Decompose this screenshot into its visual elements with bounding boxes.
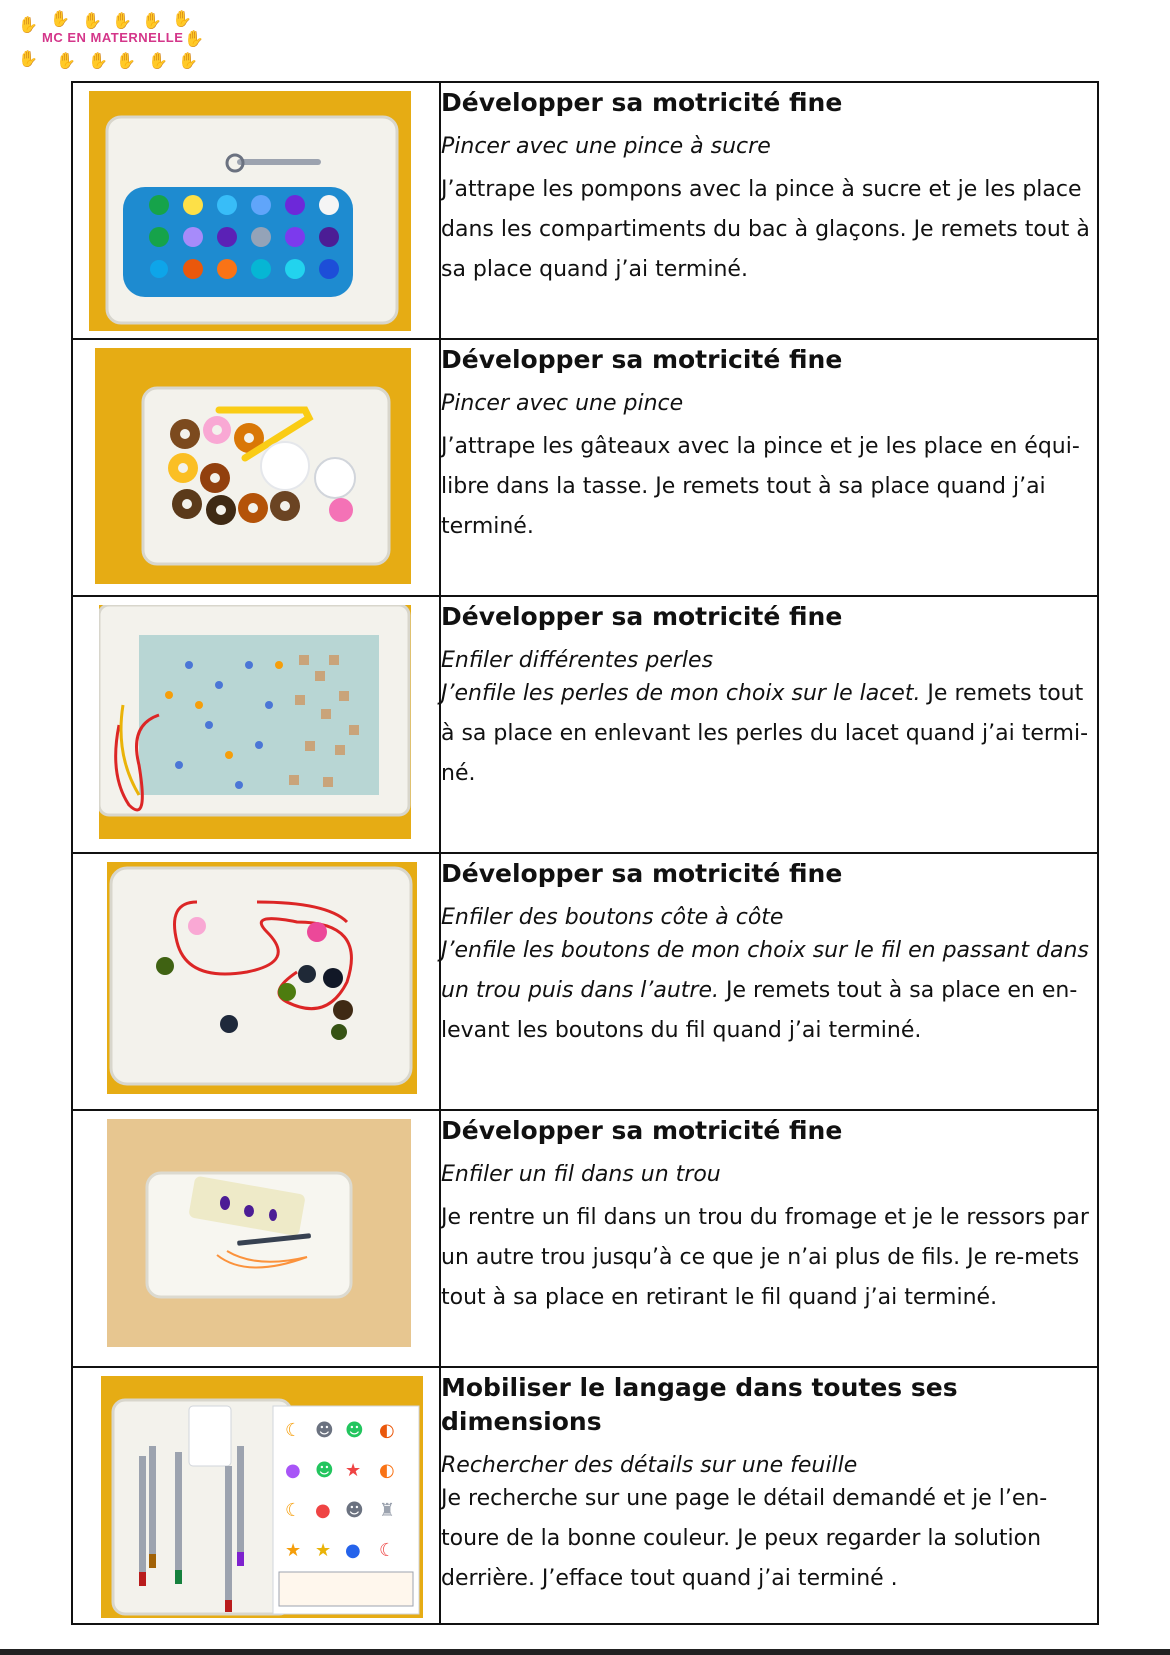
svg-text:★: ★ <box>345 1460 362 1481</box>
activity-description: Je recherche sur une page le détail demandé et je l’en-toure de la bonne couleur. Je peux regarder la solution derrière. J’efface tout quand j’ai terminé . <box>441 1486 1048 1591</box>
activity-subtitle: Pincer avec une pince <box>441 391 684 416</box>
table-row <box>72 853 1098 1110</box>
activity-photo-beads <box>99 605 411 839</box>
text-cell <box>440 339 1098 596</box>
svg-text:◐: ◐ <box>379 1420 395 1441</box>
svg-text:☾: ☾ <box>285 1500 302 1521</box>
svg-text:✋: ✋ <box>172 9 192 28</box>
photo-cell <box>72 1367 440 1624</box>
activity-heading: Développer sa motricité fine <box>441 1116 843 1145</box>
svg-text:★: ★ <box>315 1540 332 1561</box>
activity-photo-buttons <box>107 862 417 1094</box>
svg-text:☻: ☻ <box>315 1460 334 1481</box>
table-row <box>72 1367 1098 1624</box>
svg-text:●: ● <box>315 1500 331 1521</box>
table-row <box>72 1110 1098 1367</box>
photo-cell <box>72 339 440 596</box>
activity-description-italic: J’enfile les boutons de mon choix sur le fil en passant dans un trou puis dans l’autre. <box>441 938 1089 1003</box>
svg-text:✋: ✋ <box>184 29 204 48</box>
activity-heading: Développer sa motricité fine <box>441 345 843 374</box>
svg-text:★: ★ <box>285 1540 302 1561</box>
svg-text:✋: ✋ <box>18 49 38 68</box>
svg-text:●: ● <box>285 1460 301 1481</box>
text-cell <box>440 853 1098 1110</box>
activity-subtitle: Enfiler un fil dans un trou <box>441 1162 721 1187</box>
svg-text:✋: ✋ <box>82 11 102 30</box>
activity-photo-cheese <box>107 1119 411 1347</box>
svg-text:✋: ✋ <box>112 11 132 30</box>
svg-text:☻: ☻ <box>345 1500 364 1521</box>
activity-heading: Mobiliser le langage dans toutes ses dimensions <box>441 1373 958 1436</box>
photo-cell <box>72 1110 440 1367</box>
activity-photo-donuts <box>95 348 411 584</box>
activity-description-rest: Je remets tout à sa place en enlevant les perles du lacet quand j’ai termi-né. <box>441 681 1089 786</box>
svg-text:♜: ♜ <box>379 1500 396 1521</box>
svg-text:✋: ✋ <box>178 51 198 70</box>
svg-text:☾: ☾ <box>285 1420 302 1441</box>
page-bottom-edge <box>0 1649 1170 1655</box>
svg-text:✋: ✋ <box>50 9 70 28</box>
text-cell <box>440 1110 1098 1367</box>
activity-heading: Développer sa motricité fine <box>441 859 843 888</box>
table-row <box>72 339 1098 596</box>
activity-description-rest: Je remets tout à sa place en en-levant les boutons du fil quand j’ai terminé. <box>441 978 1078 1043</box>
svg-text:☻: ☻ <box>315 1420 334 1441</box>
svg-text:✋: ✋ <box>56 51 76 70</box>
activity-heading: Développer sa motricité fine <box>441 88 843 117</box>
activity-subtitle: Rechercher des détails sur une feuille <box>441 1453 858 1478</box>
table-row <box>72 82 1098 339</box>
activity-subtitle: Enfiler des boutons côte à côte <box>441 905 784 930</box>
activity-description <box>441 674 1097 794</box>
activity-subtitle: Enfiler différentes perles <box>441 648 714 673</box>
logo-text: MC EN MATERNELLE <box>42 30 184 45</box>
svg-text:✋: ✋ <box>142 11 162 30</box>
activity-heading: Développer sa motricité fine <box>441 602 843 631</box>
activity-photo-pompons <box>89 91 411 331</box>
activity-table <box>71 81 1099 1625</box>
activity-description: Je rentre un fil dans un trou du fromage et je le ressors par un autre trou jusqu’à ce que je n’ai plus de fils. Je re-mets tout à sa place en retirant le fil quand j’ai terminé. <box>441 1205 1089 1310</box>
svg-text:✋: ✋ <box>88 51 108 70</box>
svg-text:☾: ☾ <box>379 1540 396 1561</box>
activity-photo-markers <box>101 1376 423 1618</box>
photo-cell <box>72 82 440 339</box>
svg-text:●: ● <box>345 1540 361 1561</box>
activity-description <box>441 931 1097 1051</box>
svg-text:◐: ◐ <box>379 1460 395 1481</box>
svg-text:✋: ✋ <box>18 15 38 34</box>
activity-description: J’attrape les gâteaux avec la pince et je les place en équi-libre dans la tasse. Je remets tout à sa place quand j’ai terminé. <box>441 434 1080 539</box>
text-cell <box>440 596 1098 853</box>
photo-cell <box>72 596 440 853</box>
svg-text:✋: ✋ <box>148 51 168 70</box>
activity-subtitle: Pincer avec une pince à sucre <box>441 134 771 159</box>
activity-description-italic: J’enfile les perles de mon choix sur le lacet. <box>441 681 921 706</box>
photo-cell <box>72 853 440 1110</box>
svg-text:✋: ✋ <box>116 51 136 70</box>
text-cell <box>440 82 1098 339</box>
table-row <box>72 596 1098 853</box>
logo <box>12 8 208 70</box>
text-cell <box>440 1367 1098 1624</box>
activity-description: J’attrape les pompons avec la pince à sucre et je les place dans les compartiments du bac à glaçons. Je remets tout à sa place quand j’ai terminé. <box>441 177 1090 282</box>
svg-text:☻: ☻ <box>345 1420 364 1441</box>
